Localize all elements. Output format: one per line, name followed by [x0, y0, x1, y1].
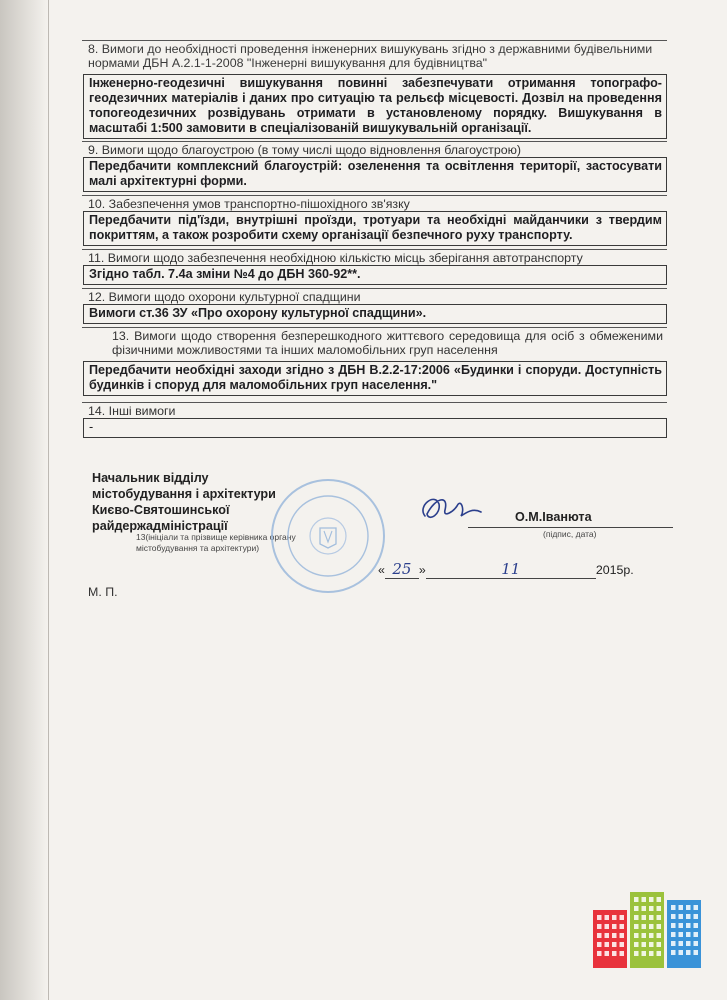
item-12-label: 12. Вимоги щодо охорони культурної спадщини — [82, 288, 667, 304]
logo-window — [634, 951, 639, 956]
logo-window — [612, 924, 617, 929]
logo-window — [634, 897, 639, 902]
official-note: 13(ініціали та прізвище керівника органу містобудування та архітектури) — [136, 532, 296, 553]
title-line-1: Начальник відділу — [92, 471, 209, 485]
logo-window — [605, 924, 610, 929]
logo-window — [634, 924, 639, 929]
date-line — [378, 560, 668, 579]
logo-window — [657, 933, 662, 938]
logo-window — [679, 950, 684, 955]
logo-window — [694, 941, 699, 946]
date-open-quote: « — [378, 563, 385, 577]
logo-window — [597, 933, 602, 938]
logo-window — [679, 914, 684, 919]
logo-window — [605, 933, 610, 938]
mp-mark: М. П. — [88, 585, 118, 599]
logo-window — [671, 914, 676, 919]
logo-window — [649, 951, 654, 956]
logo-window — [597, 915, 602, 920]
item-13-answer: Передбачити необхідні заходи згідно з ДБН В.2.2-17:2006 «Будинки і споруди. Доступність будинків і споруд для маломобільних груп населення." — [83, 361, 667, 396]
title-line-2: містобудування і архітектури — [92, 487, 276, 501]
logo-window — [679, 923, 684, 928]
page-edge-shadow — [0, 0, 48, 1000]
logo-window — [657, 906, 662, 911]
logo-window — [679, 932, 684, 937]
handwritten-signature — [415, 488, 495, 530]
date-month: 11 — [426, 560, 596, 579]
item-9-answer: Передбачити комплексний благоустрій: озеленення та освітлення території, застосувати малі архітектурні форми. — [83, 157, 667, 192]
logo-window — [597, 942, 602, 947]
logo-window — [657, 897, 662, 902]
logo-window — [597, 924, 602, 929]
logo-window — [694, 932, 699, 937]
official-stamp — [268, 476, 388, 596]
item-11-label: 11. Вимоги щодо забезпечення необхідною кількістю місць зберігання автотранспорту — [82, 249, 667, 265]
logo-window — [679, 941, 684, 946]
buildings-logo — [591, 890, 705, 970]
logo-window — [657, 942, 662, 947]
logo-window — [634, 933, 639, 938]
logo-window — [605, 942, 610, 947]
logo-window — [671, 932, 676, 937]
logo-window — [686, 941, 691, 946]
logo-window — [686, 905, 691, 910]
logo-window — [620, 942, 625, 947]
logo-window — [642, 915, 647, 920]
logo-window — [634, 906, 639, 911]
logo-window — [634, 942, 639, 947]
logo-window — [649, 906, 654, 911]
page-fold — [48, 0, 49, 1000]
logo-window — [597, 951, 602, 956]
item-14-label: 14. Інші вимоги — [82, 402, 667, 418]
logo-window — [671, 923, 676, 928]
item-9-label: 9. Вимоги щодо благоустрою (в тому числі щодо відновлення благоустрою) — [82, 141, 667, 157]
logo-window — [605, 915, 610, 920]
item-11-answer: Згідно табл. 7.4а зміни №4 до ДБН 360-92**. — [83, 265, 667, 285]
logo-window — [620, 951, 625, 956]
logo-window — [694, 914, 699, 919]
logo-window — [642, 897, 647, 902]
logo-window — [649, 942, 654, 947]
logo-window — [686, 932, 691, 937]
logo-window — [686, 950, 691, 955]
logo-window — [612, 933, 617, 938]
logo-window — [694, 923, 699, 928]
logo-window — [649, 933, 654, 938]
date-year: 2015р. — [595, 563, 634, 577]
logo-window — [694, 905, 699, 910]
official-title — [88, 470, 276, 534]
item-10-answer: Передбачити під'їзди, внутрішні проїзди, тротуари та необхідні майданчики з твердим покриттям, а також розробити схему організації безпечного руху транспорту. — [83, 211, 667, 246]
item-13-label: 13. Вимоги щодо створення безперешкодного життєвого середовища для осіб з обмеженими фізичними можливостями та інших маломобільних груп населення — [82, 327, 667, 357]
logo-window — [671, 905, 676, 910]
logo-window — [620, 933, 625, 938]
logo-window — [642, 933, 647, 938]
date-close-quote: » — [418, 563, 426, 577]
signature-caption: (підпис, дата) — [543, 529, 597, 539]
logo-window — [612, 942, 617, 947]
logo-window — [649, 915, 654, 920]
logo-window — [679, 905, 684, 910]
logo-window — [605, 951, 610, 956]
logo-window — [634, 915, 639, 920]
date-day: 25 — [385, 560, 419, 579]
logo-window — [642, 951, 647, 956]
title-line-3: Києво-Святошинської — [92, 503, 230, 517]
logo-window — [671, 950, 676, 955]
item-10-label: 10. Забезпечення умов транспортно-пішохідного зв'язку — [82, 195, 667, 211]
logo-window — [657, 915, 662, 920]
logo-window — [612, 951, 617, 956]
logo-building — [630, 892, 664, 968]
logo-window — [642, 924, 647, 929]
title-line-4: райдержадміністрації — [92, 519, 228, 533]
logo-window — [686, 914, 691, 919]
item-8-answer: Інженерно-геодезичні вишукування повинні забезпечувати отримання топографо-геодезичних матеріалів і даних про ситуацію та рельєф місцевості. Дозвіл на проведення топогеодезичних розвідувань отримати в установленому порядку. Вишукування в масштабі 1:500 замовити в спеціалізованій вишукувальній організації. — [83, 74, 667, 139]
logo-window — [686, 923, 691, 928]
logo-window — [657, 951, 662, 956]
requirements-list — [82, 40, 667, 438]
logo-window — [620, 915, 625, 920]
official-name: О.М.Іванюта — [515, 510, 592, 524]
logo-window — [612, 915, 617, 920]
signature-block — [88, 470, 688, 620]
logo-window — [642, 906, 647, 911]
logo-window — [620, 924, 625, 929]
item-12-answer: Вимоги ст.36 ЗУ «Про охорону культурної спадщини». — [83, 304, 667, 324]
signature-line — [468, 527, 673, 528]
item-8-label: 8. Вимоги до необхідності проведення інженерних вишукувань згідно з державними будівельними нормами ДБН А.2.1-1-2008 "Інженерні вишукування для будівництва" — [82, 40, 667, 72]
item-14-answer: - — [83, 418, 667, 438]
logo-window — [671, 941, 676, 946]
logo-window — [642, 942, 647, 947]
logo-window — [657, 924, 662, 929]
logo-window — [649, 897, 654, 902]
logo-window — [694, 950, 699, 955]
logo-window — [649, 924, 654, 929]
